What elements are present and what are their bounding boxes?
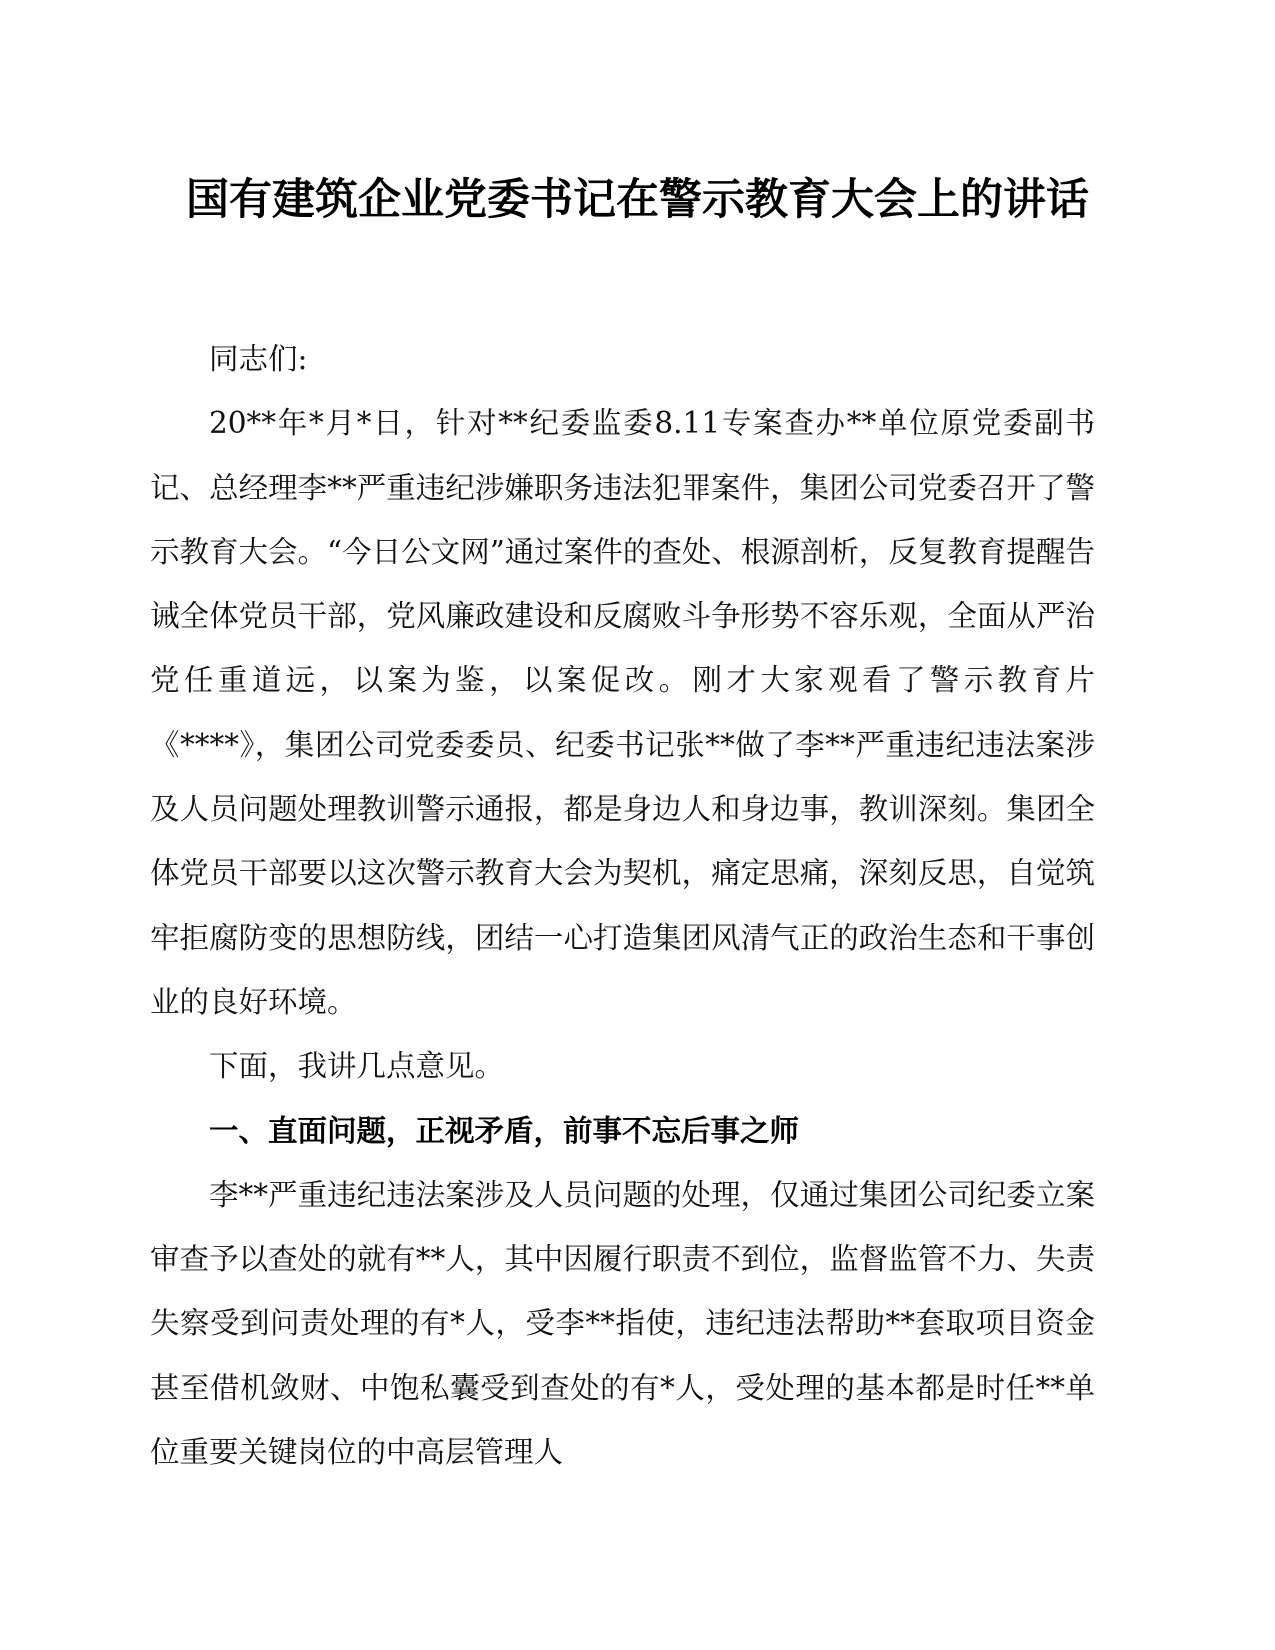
paragraph-transition: 下面，我讲几点意见。	[209, 1049, 505, 1084]
document-body	[150, 327, 1095, 1484]
document-title: 国有建筑企业党委书记在警示教育大会上的讲话	[186, 175, 1089, 225]
salutation: 同志们:	[209, 342, 308, 376]
section-paragraph: 李**严重违纪违法案涉及人员问题的处理，仅通过集团公司纪委立案审查予以查处的就有**人，其中因履行职责不到位，监督监管不力、失责失察受到问责处理的有*人，受李**指使，违纪违法帮助**套取项目资金甚至借机敛财、中饱私囊受到查处的有*人，受处理的基本都是时任**单位重要关键岗位的中高层管理人	[150, 1177, 1095, 1470]
section-heading: 一、直面问题，正视矛盾，前事不忘后事之师	[209, 1113, 800, 1148]
paragraph-intro: 20**年*月*日，针对**纪委监委8.11专案查办**单位原党委副书记、总经理李**严重违纪涉嫌职务违法犯罪案件，集团公司党委召开了警示教育大会。“今日公文网”通过案件的查处、根源剖析，反复教育提醒告诫全体党员干部，党风廉政建设和反腐败斗争形势不容乐观，全面从严治党任重道远，以案为鉴，以案促改。刚才大家观看了警示教育片《****》，集团公司党委委员、纪委书记张**做了李**严重违纪违法案涉及人员问题处理教训警示通报，都是身边人和身边事，教训深刻。集团全体党员干部要以这次警示教育大会为契机，痛定思痛，深刻反思，自觉筑牢拒腐防变的思想防线，团结一心打造集团风清气正的政治生态和干事创业的良好环境。	[150, 406, 1095, 1019]
